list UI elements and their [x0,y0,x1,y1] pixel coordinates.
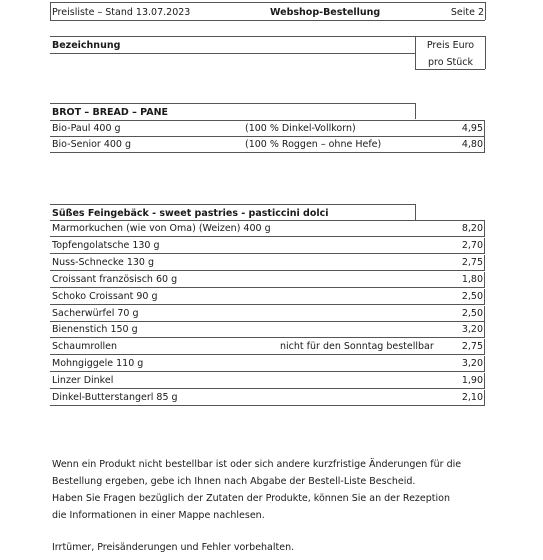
item-price: 3,20 [461,324,483,335]
list-item [50,373,485,389]
list-item [50,306,485,322]
item-name: Bio-Paul 400 g [52,123,121,134]
colhead-price-bottom-rule [415,69,485,70]
colhead-price-line1: Preis Euro [426,40,475,51]
item-note: nicht für den Sonntag bestellbar [280,341,434,352]
item-price: 2,50 [461,291,483,302]
item-price: 2,10 [461,392,483,403]
item-price: 1,90 [461,375,483,386]
item-name: Bio-Senior 400 g [52,139,132,150]
item-price: 2,50 [461,308,483,319]
footer-line: die Informationen in einer Mappe nachlesen. [52,510,265,521]
colhead-label: Bezeichnung [52,40,121,51]
section-sweet-top-rule [50,204,415,205]
list-item [50,121,485,137]
header-right-border [485,2,486,20]
header-left-border [50,2,51,20]
section-brot-title-right-border [415,103,416,119]
list-item [50,289,485,305]
item-name: Nuss-Schnecke 130 g [52,257,155,268]
item-price: 2,75 [461,257,483,268]
section-brot-top-rule [50,103,415,104]
item-name: Topfengolatsche 130 g [52,240,160,251]
item-name: Mohngiggele 110 g [52,358,144,369]
item-price: 2,70 [461,240,483,251]
header-bottom-rule [50,20,485,21]
item-note: (100 % Roggen – ohne Hefe) [245,139,382,150]
list-item [50,137,485,153]
header-right: Seite 2 [450,7,484,18]
list-item [50,390,485,406]
footer-line: Bestellung ergeben, gebe ich Ihnen nach Abgabe der Bestell-Liste Bescheid. [52,476,416,487]
list-item [50,339,485,355]
item-price: 4,80 [461,139,483,150]
item-price: 8,20 [461,223,483,234]
colhead-label-rule [50,53,415,54]
item-name: Linzer Dinkel [52,375,114,386]
list-item [50,356,485,372]
item-note: (100 % Dinkel-Vollkorn) [245,123,356,134]
list-item [50,255,485,271]
item-price: 4,95 [461,123,483,134]
header-top-rule [50,2,485,3]
footer-disclaimer: Irrtümer, Preisänderungen und Fehler vorbehalten. [52,542,295,553]
colhead-price-right-border [485,36,486,69]
footer-line: Haben Sie Fragen bezüglich der Zutaten der Produkte, können Sie an der Rezeption [52,493,450,504]
colhead-price-line2: pro Stück [427,57,474,68]
item-price: 2,75 [461,341,483,352]
item-name: Schaumrollen [52,341,118,352]
list-item [50,272,485,288]
item-price: 1,80 [461,274,483,285]
section-title-sweet: Süßes Feingebäck - sweet pastries - pasticcini dolci [52,208,329,219]
item-price: 3,20 [461,358,483,369]
header-left: Preisliste – Stand 13.07.2023 [52,7,191,18]
item-name: Dinkel-Butterstangerl 85 g [52,392,178,403]
item-name: Sacherwürfel 70 g [52,308,139,319]
footer-notes [52,456,461,524]
footer-line: Wenn ein Produkt nicht bestellbar ist oder sich andere kurzfristige Änderungen für die [52,459,462,470]
list-item [50,238,485,254]
item-name: Schoko Croissant 90 g [52,291,158,302]
section-title-brot: BROT – BREAD – PANE [52,107,169,118]
list-item [50,322,485,338]
section-sweet-title-right-border [415,204,416,220]
item-name: Bienenstich 150 g [52,324,138,335]
colhead-top-rule [50,36,485,37]
header-center: Webshop-Bestellung [270,7,381,18]
list-item [50,221,485,237]
item-name: Marmorkuchen (wie von Oma) (Weizen) 400 g [52,223,271,234]
item-name: Croissant französisch 60 g [52,274,178,285]
